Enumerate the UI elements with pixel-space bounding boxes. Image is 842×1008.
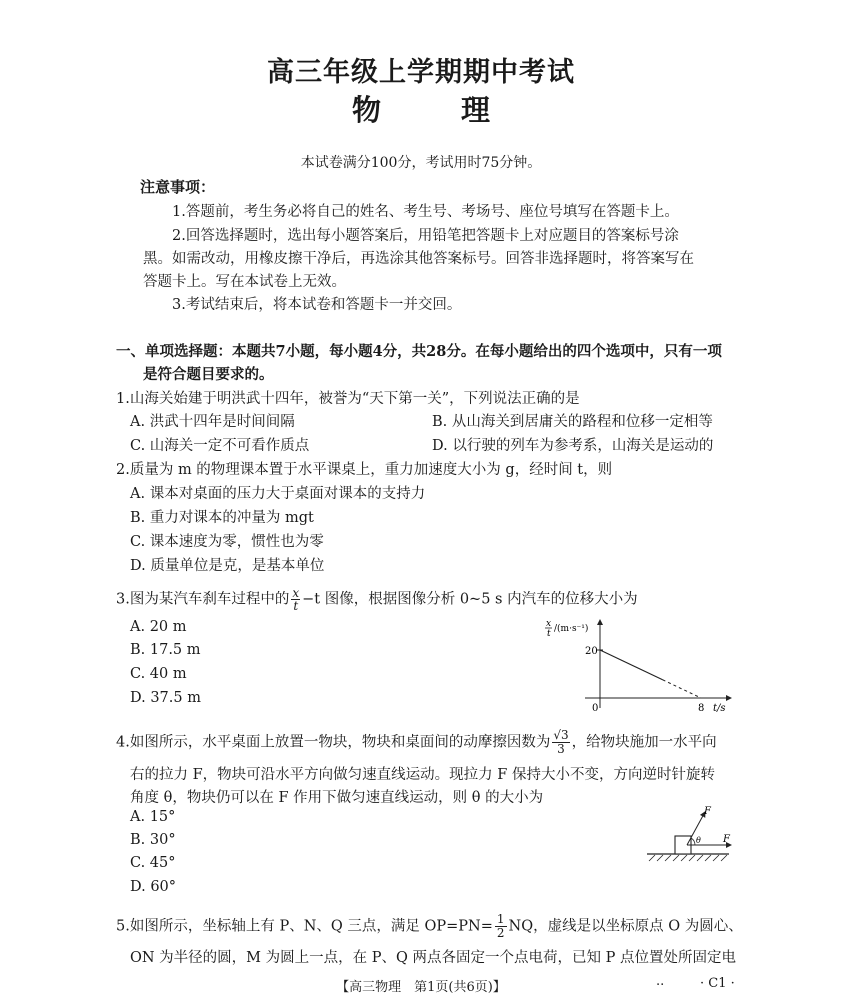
q3-fraction [291, 587, 300, 612]
notice-line: 2.回答选择题时，选出每小题答案后，用铅笔把答题卡上对应题目的答案标号涂 [172, 228, 679, 244]
force-rotated-label: F [704, 806, 711, 817]
q3-option-b: B. 17.5 m [130, 642, 201, 658]
q5-fraction [495, 913, 507, 940]
q4-option-d: D. 60° [130, 879, 177, 895]
q4-frac-den: 3 [557, 742, 565, 756]
q2-option-d: D. 质量单位是克，是基本单位 [130, 558, 325, 574]
y-label-num: x [546, 619, 552, 629]
q4-line1 [116, 729, 717, 756]
footer-dots: .. [656, 974, 665, 989]
q3-frac-num: x [292, 586, 300, 600]
q3-graph [535, 614, 735, 714]
q1-option-d: D. 以行驶的列车为参考系，山海关是运动的 [432, 438, 714, 454]
q4-line1-post: ，给物块施加一水平向 [571, 734, 717, 751]
q3-frac-den: t [293, 599, 299, 613]
notice-line: 答题卡上。写在本试卷上无效。 [143, 274, 346, 290]
theta-label: θ [696, 836, 701, 845]
q3-stem-post: −t 图像，根据图像分析 0~5 s 内汽车的位移大小为 [302, 591, 638, 608]
q4-figure [643, 804, 743, 866]
subject-title [0, 88, 842, 129]
table-hatching [649, 855, 727, 861]
x-axis-label: t/s [713, 703, 726, 714]
q1-stem: 1.山海关始建于明洪武十四年，被誉为“天下第一关”，下列说法正确的是 [116, 391, 580, 407]
data-line-dashed [663, 680, 701, 698]
q1-option-b: B. 从山海关到居庸关的路程和位移一定相等 [432, 414, 713, 430]
notice-title: 注意事项： [140, 178, 216, 196]
q5-line1 [116, 913, 743, 940]
q5-line2: ON 为半径的圆，M 为圆上一点，在 P、Q 两点各固定一个点电荷，已知 P 点位置处所固定电 [130, 950, 736, 966]
q4-fraction [552, 729, 569, 756]
x-tick-label: 8 [698, 703, 705, 714]
notice-line: 3.考试结束后，将本试卷和答题卡一并交回。 [172, 297, 462, 313]
page-footer: 【高三物理 第1页(共6页)】 [336, 980, 506, 995]
footer-code: · C1 · [700, 976, 735, 991]
q4-line1-pre: 4.如图所示，水平桌面上放置一物块，物块和桌面间的动摩擦因数为 [116, 734, 551, 751]
q5-line1-post: NQ，虚线是以坐标原点 O 为圆心、 [508, 918, 743, 935]
q2-option-b: B. 重力对课本的冲量为 mgt [130, 510, 314, 526]
q1-option-c: C. 山海关一定不可看作质点 [130, 438, 310, 454]
q3-option-d: D. 37.5 m [130, 690, 201, 706]
theta-arc [691, 838, 695, 845]
q3-option-c: C. 40 m [130, 666, 187, 682]
q1-option-a: A. 洪武十四年是时间间隔 [130, 414, 295, 430]
q4-option-b: B. 30° [130, 832, 176, 848]
q3-stem [116, 587, 638, 612]
subject-char-1: 物 [351, 93, 381, 127]
notice-line: 黑。如需改动，用橡皮擦干净后，再选涂其他答案标号。回答非选择题时，将答案写在 [143, 251, 694, 267]
q3-option-a: A. 20 m [130, 619, 187, 635]
y-label-unit: /(m·s⁻¹) [554, 624, 589, 634]
exam-intro: 本试卷满分100分，考试用时75分钟。 [300, 155, 542, 171]
origin-label: 0 [592, 703, 599, 714]
section-heading-cont: 是符合题目要求的。 [143, 366, 274, 383]
y-label-den: t [547, 629, 551, 639]
q3-stem-pre: 3.图为某汽车刹车过程中的 [116, 591, 290, 608]
y-tick-label: 20 [585, 646, 598, 657]
force-horizontal-label: F [723, 834, 730, 845]
q4-line3: 角度 θ，物块仍可以在 F 作用下做匀速直线运动，则 θ 的大小为 [130, 790, 544, 806]
q5-frac-num: 1 [496, 912, 505, 926]
q4-option-c: C. 45° [130, 855, 176, 871]
q5-line1-pre: 5.如图所示，坐标轴上有 P、N、Q 三点，满足 OP=PN= [116, 918, 493, 935]
section-heading: 一、单项选择题：本题共7小题，每小题4分，共28分。在每小题给出的四个选项中，只有一项 [116, 343, 722, 360]
data-line-solid [600, 650, 663, 680]
subject-char-2: 理 [461, 93, 491, 127]
exam-title: 高三年级上学期期中考试 [267, 57, 575, 88]
q4-frac-num: √3 [553, 728, 569, 742]
q4-line2: 右的拉力 F，物块可沿水平方向做匀速直线运动。现拉力 F 保持大小不变，方向逆时针旋转 [130, 767, 715, 783]
q5-frac-den: 2 [496, 926, 505, 940]
q2-option-a: A. 课本对桌面的压力大于桌面对课本的支持力 [130, 486, 426, 502]
notice-line: 1.答题前，考生务必将自己的姓名、考生号、考场号、座位号填写在答题卡上。 [172, 204, 679, 220]
q4-option-a: A. 15° [130, 809, 176, 825]
q2-stem: 2.质量为 m 的物理课本置于水平课桌上，重力加速度大小为 g，经时间 t，则 [116, 462, 613, 478]
q2-option-c: C. 课本速度为零，惯性也为零 [130, 534, 324, 550]
